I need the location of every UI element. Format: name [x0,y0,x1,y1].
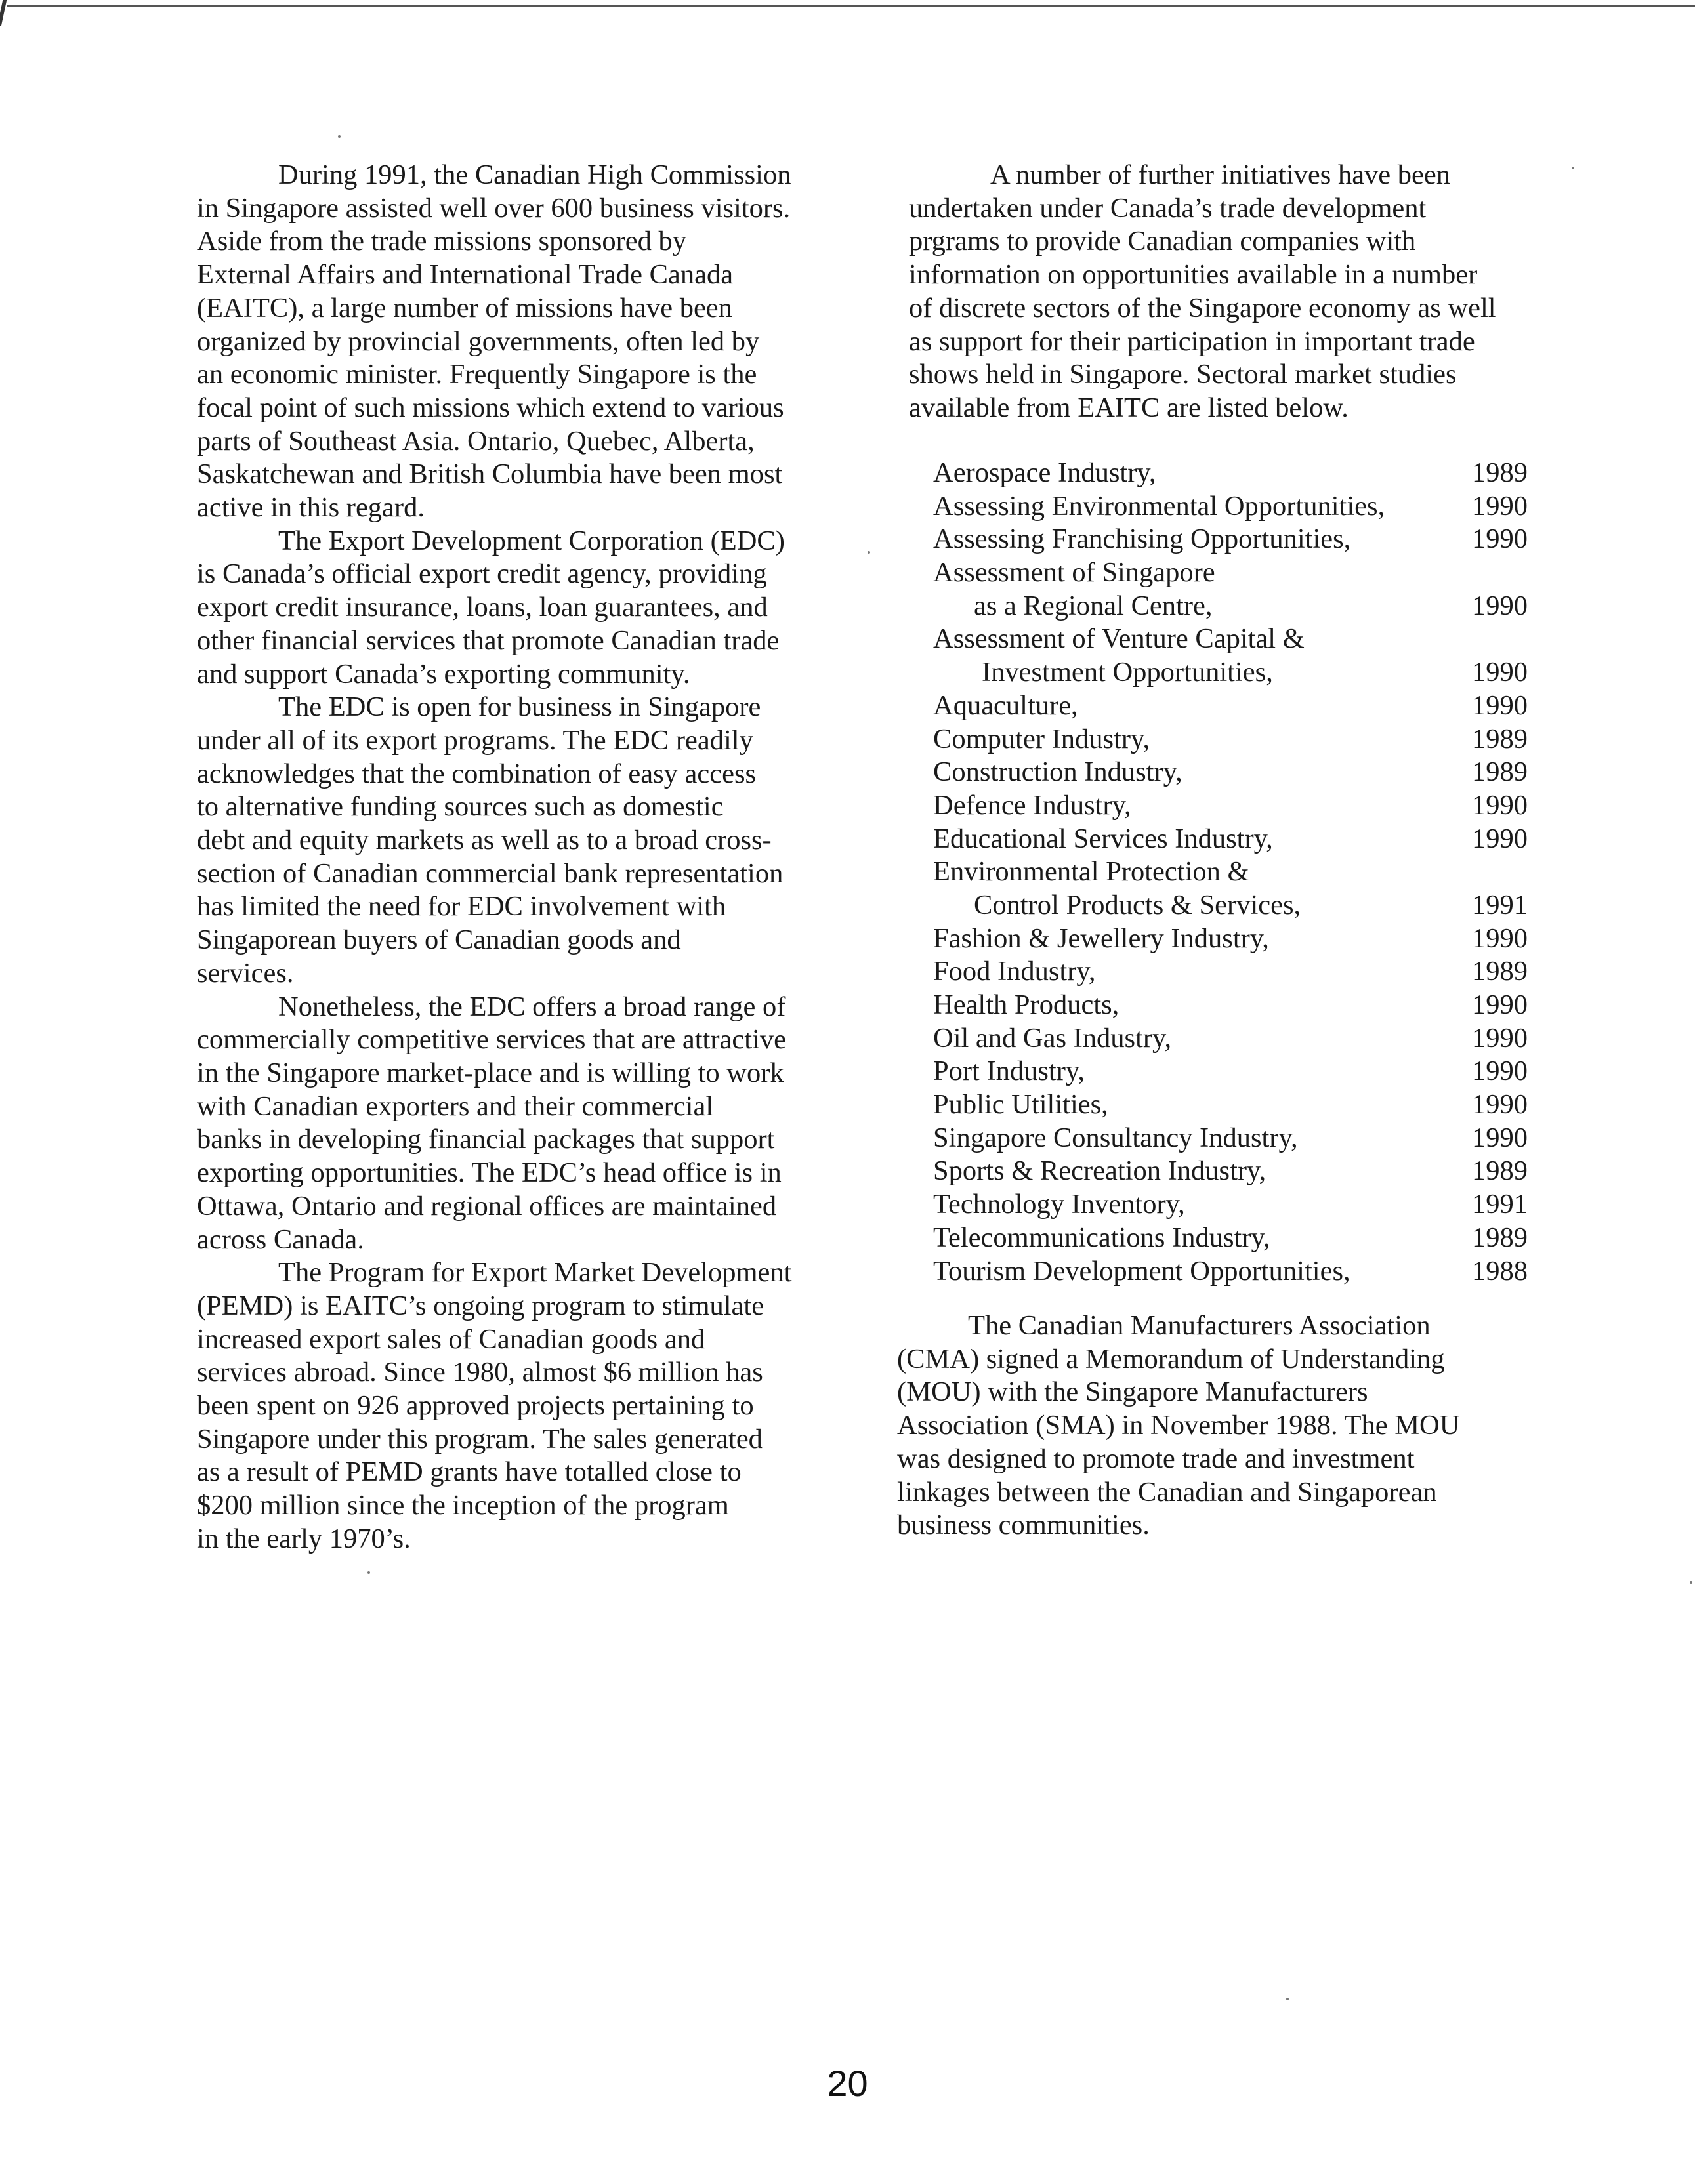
study-row [933,1222,1528,1255]
study-year: 1989 [1472,1222,1528,1253]
text-line: an economic minister. Frequently Singapore is the [197,359,757,390]
study-title: Defence Industry, [933,789,1131,821]
text-line: undertaken under Canada’s trade development [909,192,1427,224]
text-line: The Program for Export Market Development [278,1257,792,1288]
paragraph [197,991,866,1257]
study-title: Environmental Protection & [933,856,1249,888]
text-line: (CMA) signed a Memorandum of Understanding [897,1343,1445,1374]
study-row [933,989,1528,1022]
text-line: under all of its export programs. The EDC readily [197,724,753,756]
study-year: 1989 [1472,457,1528,488]
page-number: 20 [827,2063,868,2104]
study-row [933,1088,1528,1122]
study-row [933,823,1528,856]
study-row [933,789,1528,823]
study-title: Port Industry, [933,1056,1085,1087]
text-line: was designed to promote trade and investment [897,1443,1415,1474]
text-line: (PEMD) is EAITC’s ongoing program to stimulate [197,1290,764,1321]
study-row [933,723,1528,756]
text-line: Nonetheless, the EDC offers a broad range of [278,991,786,1022]
study-row [933,855,1528,889]
study-year: 1991 [1472,889,1528,920]
study-title: Assessment of Singapore [933,557,1215,588]
scan-speck [868,551,870,554]
text-line: in the early 1970’s. [197,1523,411,1554]
scan-speck [1690,1581,1692,1584]
text-line: The EDC is open for business in Singapore [278,691,761,723]
left-column [197,159,866,1556]
study-year: 1990 [1472,657,1528,688]
text-line: as support for their participation in important trade [909,325,1475,357]
study-row [933,523,1528,556]
paragraph [197,691,866,990]
text-line: linkages between the Canadian and Singaporean [897,1476,1437,1508]
right-column-intro [909,159,1572,425]
study-title: Telecommunications Industry, [933,1222,1270,1253]
text-line: Ottawa, Ontario and regional offices are maintained [197,1190,777,1222]
study-year: 1990 [1472,789,1528,821]
text-line: export credit insurance, loans, loan guarantees, and [197,592,768,623]
text-line: information on opportunities available in a number [909,259,1478,291]
study-title: Aquaculture, [933,690,1078,721]
study-row [933,490,1528,524]
text-line: shows held in Singapore. Sectoral market studies [909,359,1457,390]
text-line: exporting opportunities. The EDC’s head office is in [197,1157,782,1189]
text-line: prgrams to provide Canadian companies with [909,226,1416,257]
study-year: 1990 [1472,1122,1528,1153]
study-title: Oil and Gas Industry, [933,1022,1172,1054]
study-year: 1989 [1472,956,1528,987]
text-line: increased export sales of Canadian goods and [197,1323,705,1355]
study-title: Technology Inventory, [933,1189,1185,1220]
text-line: The Canadian Manufacturers Association [968,1310,1431,1341]
study-row [933,457,1528,490]
text-line: available from EAITC are listed below. [909,392,1349,423]
study-row [933,556,1528,590]
text-line: business communities. [897,1510,1150,1541]
study-year: 1990 [1472,922,1528,954]
study-year: 1990 [1472,1089,1528,1121]
text-line: banks in developing financial packages that support [197,1124,775,1155]
study-row [933,1188,1528,1222]
study-title: Public Utilities, [933,1089,1108,1121]
text-line: in Singapore assisted well over 600 business visitors. [197,192,791,224]
text-line: parts of Southeast Asia. Ontario, Quebec, Alberta, [197,425,755,457]
study-year: 1990 [1472,989,1528,1020]
study-year: 1989 [1472,1155,1528,1187]
study-row [933,1122,1528,1155]
text-line: During 1991, the Canadian High Commission [278,159,791,190]
text-line: section of Canadian commercial bank representation [197,857,784,889]
study-row [933,656,1528,690]
text-line: of discrete sectors of the Singapore economy as well [909,292,1496,323]
study-title: Food Industry, [933,956,1096,987]
study-year: 1989 [1472,723,1528,754]
study-title: Assessing Environmental Opportunities, [933,490,1385,522]
scan-speck [1286,1998,1289,2000]
study-title: Fashion & Jewellery Industry, [933,922,1269,954]
text-line: Aside from the trade missions sponsored by [197,226,687,257]
scan-speck [1572,167,1574,169]
paragraph [197,525,866,691]
study-title: Construction Industry, [933,756,1182,788]
text-line: is Canada’s official export credit agency, providing [197,558,767,590]
text-line: debt and equity markets as well as to a broad cross- [197,825,772,856]
study-title: Singapore Consultancy Industry, [933,1122,1298,1153]
study-year: 1990 [1472,1022,1528,1054]
study-row [933,1155,1528,1188]
study-title: as a Regional Centre, [974,590,1213,621]
text-line: to alternative funding sources such as domestic [197,791,724,823]
study-title: Control Products & Services, [974,889,1301,920]
cma-paragraph [897,1309,1566,1542]
study-row [933,756,1528,789]
study-year: 1990 [1472,1056,1528,1087]
text-line: $200 million since the inception of the program [197,1490,729,1521]
study-row [933,1022,1528,1056]
text-line: focal point of such missions which extend to various [197,392,784,423]
study-row [933,690,1528,723]
study-year: 1988 [1472,1255,1528,1287]
text-line: commercially competitive services that are attractive [197,1024,786,1056]
top-rule [7,5,1695,7]
study-title: Health Products, [933,989,1120,1020]
study-title: Assessment of Venture Capital & [933,623,1305,655]
text-line: been spent on 926 approved projects pertaining to [197,1390,754,1422]
study-title: Computer Industry, [933,723,1150,754]
study-year: 1990 [1472,490,1528,522]
text-line: (EAITC), a large number of missions have been [197,292,732,323]
study-title: Educational Services Industry, [933,823,1273,854]
text-line: Saskatchewan and British Columbia have been most [197,459,783,490]
text-line: Singaporean buyers of Canadian goods and [197,924,681,956]
text-line: has limited the need for EDC involvement with [197,891,726,922]
text-line: active in this regard. [197,492,425,524]
scan-speck [367,1571,370,1574]
text-line: A number of further initiatives have been [990,159,1451,190]
text-line: (MOU) with the Singapore Manufacturers [897,1376,1368,1408]
study-row [933,590,1528,623]
study-year: 1990 [1472,590,1528,621]
text-line: and support Canada’s exporting community. [197,658,690,690]
study-year: 1989 [1472,756,1528,788]
paragraph [197,1256,866,1556]
study-row [933,1055,1528,1088]
text-line: services abroad. Since 1980, almost $6 million has [197,1357,763,1388]
study-year: 1990 [1472,823,1528,854]
text-line: The Export Development Corporation (EDC) [278,525,785,556]
study-title: Investment Opportunities, [982,657,1273,688]
text-line: other financial services that promote Canadian trade [197,625,780,656]
text-line: Association (SMA) in November 1988. The MOU [897,1410,1460,1441]
study-row [933,623,1528,656]
study-year: 1990 [1472,690,1528,721]
study-year: 1991 [1472,1189,1528,1220]
text-line: acknowledges that the combination of easy access [197,758,757,789]
text-line: services. [197,957,294,989]
text-line: organized by provincial governments, often led by [197,325,760,357]
study-title: Aerospace Industry, [933,457,1156,488]
text-line: External Affairs and International Trade Canada [197,259,734,291]
study-row [933,889,1528,922]
scan-speck [338,135,341,138]
study-row [933,955,1528,989]
study-title: Sports & Recreation Industry, [933,1155,1266,1187]
text-line: with Canadian exporters and their commercial [197,1090,714,1122]
text-line: as a result of PEMD grants have totalled close to [197,1456,742,1488]
paragraph [197,159,866,525]
study-year: 1990 [1472,524,1528,555]
corner-mark [0,0,7,26]
text-line: across Canada. [197,1224,364,1255]
text-line: in the Singapore market-place and is willing to work [197,1057,784,1088]
study-row [933,922,1528,956]
study-title: Assessing Franchising Opportunities, [933,524,1351,555]
study-title: Tourism Development Opportunities, [933,1255,1350,1287]
study-row [933,1255,1528,1288]
market-studies-list [933,457,1528,1288]
text-line: Singapore under this program. The sales generated [197,1423,763,1454]
